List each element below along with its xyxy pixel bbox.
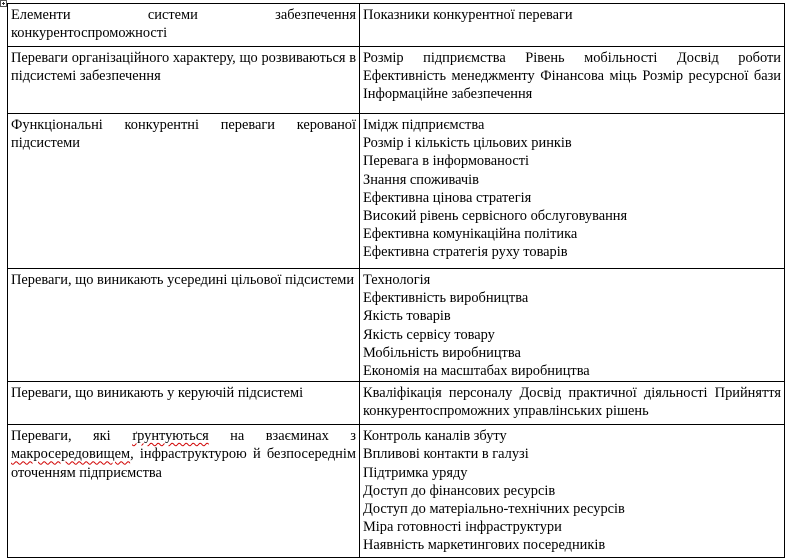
indicator-item: Економія на масштабах виробництва	[363, 363, 590, 380]
row-indicators-cell: Кваліфікація персоналу Досвід практичної діяльності Прийняття конкурентоспроможних управлінських рішень	[360, 382, 785, 425]
table-row	[8, 47, 785, 114]
indicator-item: Якість сервісу товару	[363, 326, 495, 343]
indicator-item: Мобільність виробництва	[363, 344, 521, 361]
indicator-item: Розмір і кількість цільових ринків	[363, 135, 572, 152]
table-row	[8, 382, 785, 425]
indicator-item: Ефективна стратегія руху товарів	[363, 244, 568, 261]
indicator-item: Ефективна цінова стратегія	[363, 189, 532, 206]
table-row	[8, 114, 785, 269]
row-indicators-cell	[360, 425, 785, 558]
indicator-item: Ефективна комунікаційна політика	[363, 226, 578, 243]
category-text: на взаєминах з	[208, 428, 356, 445]
indicator-item: Імідж підприємства	[363, 117, 485, 133]
indicator-item: Наявність маркетингових посередників	[363, 537, 606, 554]
indicator-item: Міра готовності інфраструктури	[363, 519, 562, 536]
row-category-cell: Переваги, що виникають у керуючій підсистемі	[8, 382, 360, 425]
indicator-item: Підтримка уряду	[363, 464, 468, 481]
indicator-item: Доступ до фінансових ресурсів	[363, 482, 556, 499]
row-category-cell: Переваги організаційного характеру, що розвиваються в підсистемі забезпечення	[8, 47, 360, 114]
indicator-item: Перевага в інформованості	[363, 153, 530, 170]
row-category-cell: Функціональні конкурентні переваги керованої підсистеми	[8, 114, 360, 269]
table-row	[8, 425, 785, 558]
row-indicators-cell: Розмір підприємства Рівень мобільності Досвід роботи Ефективність менеджменту Фінансова міць Розмір ресурсної бази Інформаційне забезпечення	[360, 47, 785, 114]
row-indicators-cell	[360, 269, 785, 382]
indicator-item: Якість товарів	[363, 308, 451, 325]
row-indicators-cell	[360, 114, 785, 269]
category-text: , інфраструктурою й безпосереднім оточенням підприємства	[11, 446, 356, 481]
indicator-item: Доступ до матеріально-технічних ресурсів	[363, 501, 625, 518]
table-header-row	[8, 4, 785, 47]
table-move-handle-icon[interactable]	[0, 0, 7, 7]
spellcheck-flagged-word[interactable]: ґрунтуються	[132, 428, 209, 445]
row-category-cell: Переваги, що виникають усередині цільової підсистеми	[8, 269, 360, 382]
indicator-item: Високий рівень сервісного обслуговування	[363, 208, 628, 225]
competitive-advantages-table	[7, 3, 785, 558]
indicator-item: Технологія	[363, 272, 431, 288]
indicator-item: Контроль каналів збуту	[363, 428, 507, 445]
category-text: Переваги, які	[11, 428, 133, 445]
indicator-item: Впливові контакти в галузі	[363, 446, 529, 463]
indicator-item: Ефективність виробництва	[363, 290, 529, 307]
row-category-cell	[8, 425, 360, 558]
header-cell-elements: Елементи системи забезпечення конкурентоспроможності	[8, 4, 360, 47]
spellcheck-flagged-word[interactable]: макросередовищем	[11, 446, 131, 463]
table-row	[8, 269, 785, 382]
header-cell-indicators: Показники конкурентної переваги	[360, 4, 785, 47]
indicator-item: Знання споживачів	[363, 171, 479, 188]
